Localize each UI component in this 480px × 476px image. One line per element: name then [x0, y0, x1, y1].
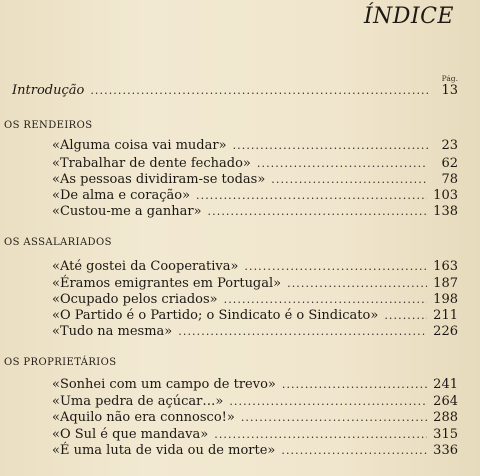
- toc-entry-label: «Trabalhar de dente fechado»: [52, 156, 251, 171]
- toc-entry-label: «O Sul é que mandava»: [52, 427, 209, 442]
- toc-entry-page: 62: [441, 156, 458, 171]
- toc-entry-label: «Alguma coisa vai mudar»: [52, 138, 227, 153]
- section-heading-rendeiros: OS RENDEIROS: [4, 120, 93, 131]
- page-title: ÍNDICE: [363, 4, 454, 29]
- section-heading-proprietarios: OS PROPRIETÁRIOS: [4, 357, 117, 368]
- dot-leader: [281, 444, 427, 457]
- toc-entry: [52, 377, 458, 395]
- toc-entry-page: 264: [433, 394, 458, 409]
- dot-leader: [271, 173, 428, 186]
- toc-entry-label: «Aquilo não era connosco!»: [52, 410, 235, 425]
- toc-entry-page: 103: [433, 188, 458, 203]
- toc-entry-page: 78: [441, 172, 458, 187]
- toc-entry-page: 211: [433, 308, 458, 323]
- dot-leader: [196, 189, 427, 202]
- toc-entry-page: 163: [433, 259, 458, 274]
- dot-leader: [229, 395, 427, 408]
- toc-entry-label: Introdução: [12, 83, 85, 98]
- toc-entry: [52, 443, 458, 461]
- dot-leader: [257, 157, 428, 170]
- dot-leader: [233, 139, 428, 152]
- toc-entry-page: 138: [433, 204, 458, 219]
- toc-entry-label: «O Partido é o Partido; o Sindicato é o Sindicato»: [52, 308, 379, 323]
- toc-entry: [52, 410, 458, 428]
- dot-leader: [282, 378, 427, 391]
- toc-entry: [52, 259, 458, 277]
- toc-entry-label: «As pessoas dividiram-se todas»: [52, 172, 266, 187]
- toc-entry: [52, 324, 458, 342]
- toc-entry-label: «Éramos emigrantes em Portugal»: [52, 276, 282, 291]
- dot-leader: [244, 260, 427, 273]
- toc-entry-page: 241: [433, 377, 458, 392]
- toc-entry-page: 315: [433, 427, 458, 442]
- dot-leader: [384, 309, 427, 322]
- toc-entry-label: «Custou-me a ganhar»: [52, 204, 202, 219]
- toc-entry-label: «Tudo na mesma»: [52, 324, 173, 339]
- toc-entry-label: «Uma pedra de açúcar…»: [52, 394, 224, 409]
- section-heading-assalariados: OS ASSALARIADOS: [4, 237, 112, 248]
- toc-entry-label: «De alma e coração»: [52, 188, 191, 203]
- toc-entry-page: 13: [441, 83, 458, 98]
- dot-leader: [90, 84, 428, 97]
- toc-entry-page: 336: [433, 443, 458, 458]
- page-column-label: Pág.: [441, 74, 458, 83]
- toc-entry-page: 198: [433, 292, 458, 307]
- toc-entry-page: 226: [433, 324, 458, 339]
- dot-leader: [178, 325, 427, 338]
- toc-entry-label: «Sonhei com um campo de trevo»: [52, 377, 276, 392]
- dot-leader: [241, 411, 427, 424]
- toc-entry-introduction: [12, 83, 458, 101]
- toc-entry-label: «Ocupado pelos criados»: [52, 292, 218, 307]
- dot-leader: [214, 428, 427, 441]
- toc-entry-page: 288: [433, 410, 458, 425]
- toc-entry-page: 23: [441, 138, 458, 153]
- dot-leader: [287, 277, 427, 290]
- toc-entry: [52, 138, 458, 156]
- toc-entry-label: «É uma luta de vida ou de morte»: [52, 443, 276, 458]
- dot-leader: [224, 293, 428, 306]
- dot-leader: [208, 205, 428, 218]
- toc-entry-page: 187: [433, 276, 458, 291]
- toc-entry-label: «Até gostei da Cooperativa»: [52, 259, 239, 274]
- toc-entry: [52, 204, 458, 222]
